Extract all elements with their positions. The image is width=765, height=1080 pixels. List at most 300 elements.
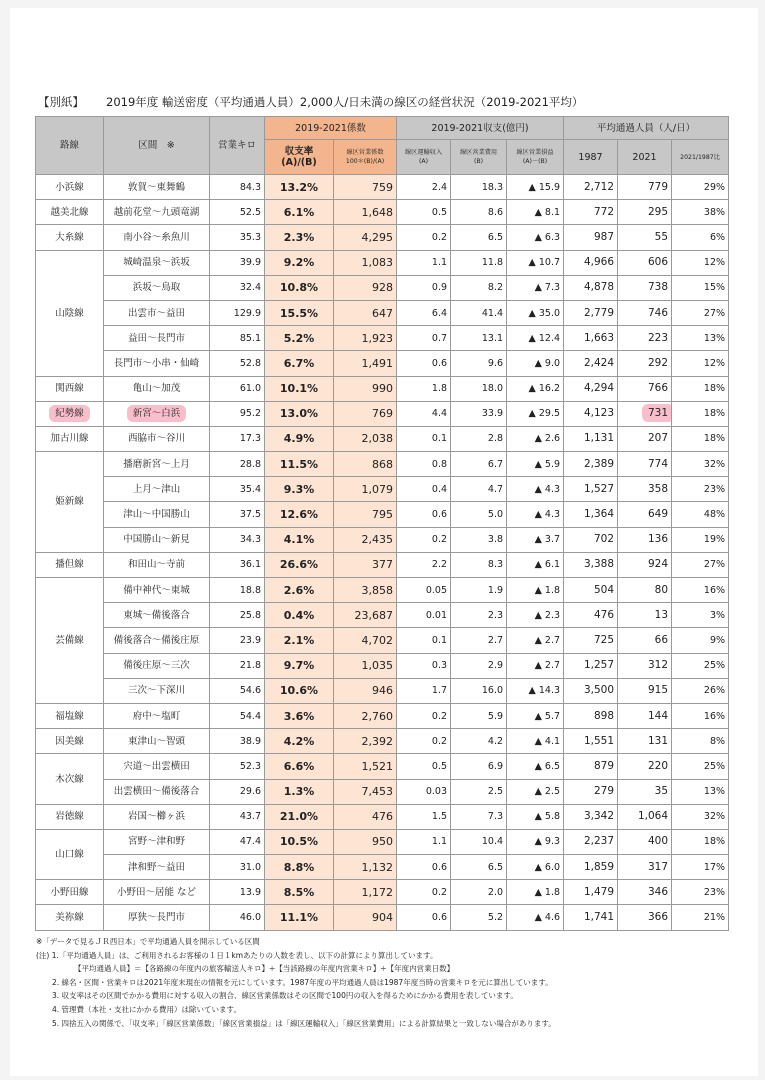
income-cell: 0.7 [397, 326, 451, 351]
operating-coef-cell: 868 [334, 452, 397, 477]
header-2021: 2021 [618, 140, 672, 175]
expense-cell: 6.5 [451, 225, 507, 250]
km-cell: 85.1 [210, 326, 265, 351]
header-section: 区間 ※ [104, 117, 210, 175]
income-cell: 1.8 [397, 376, 451, 401]
section-name: 上月～津山 [132, 483, 181, 495]
route-name: 福塩線 [55, 710, 84, 722]
header-km: 営業キロ [210, 117, 265, 175]
document-heading [38, 94, 583, 110]
income-cell: 0.2 [397, 729, 451, 754]
table-row [36, 376, 729, 401]
pass-2021-cell: 366 [618, 905, 672, 930]
pass-1987-cell: 1,551 [564, 729, 618, 754]
profit-cell: ▲ 9.0 [507, 351, 564, 376]
km-cell: 52.3 [210, 754, 265, 779]
income-cell: 4.4 [397, 401, 451, 426]
revenue-rate-cell: 10.1% [265, 376, 334, 401]
ratio-cell: 12% [672, 250, 729, 275]
operating-coef-cell: 1,083 [334, 250, 397, 275]
ratio-cell: 9% [672, 628, 729, 653]
table-row [36, 326, 729, 351]
section-name: 敦賀～東舞鶴 [127, 181, 185, 193]
km-cell: 46.0 [210, 905, 265, 930]
income-cell: 0.5 [397, 754, 451, 779]
pass-1987-cell: 772 [564, 200, 618, 225]
section-cell [104, 225, 210, 250]
section-name: 宮野～津和野 [127, 836, 185, 848]
route-cell [36, 729, 104, 754]
route-cell [36, 804, 104, 829]
table-row [36, 401, 729, 426]
revenue-rate-cell: 3.6% [265, 703, 334, 728]
table-row [36, 628, 729, 653]
table-row [36, 678, 729, 703]
operating-coef-cell: 4,295 [334, 225, 397, 250]
table-row [36, 477, 729, 502]
revenue-rate-cell: 6.6% [265, 754, 334, 779]
revenue-rate-cell: 9.2% [265, 250, 334, 275]
km-cell: 23.9 [210, 628, 265, 653]
ratio-cell: 18% [672, 376, 729, 401]
table-row [36, 653, 729, 678]
operating-coef-cell: 1,172 [334, 880, 397, 905]
pass-1987-cell: 1,479 [564, 880, 618, 905]
ratio-cell: 16% [672, 703, 729, 728]
operating-coef-cell: 904 [334, 905, 397, 930]
pass-1987-cell: 898 [564, 703, 618, 728]
income-cell: 0.6 [397, 855, 451, 880]
operating-coef-cell: 759 [334, 175, 397, 200]
income-cell: 0.05 [397, 578, 451, 603]
income-cell: 0.01 [397, 603, 451, 628]
route-cell [36, 376, 104, 401]
section-name: 西脇市～谷川 [127, 433, 185, 445]
section-cell [104, 502, 210, 527]
revenue-rate-cell: 6.7% [265, 351, 334, 376]
section-name: 新宮～白浜 [132, 408, 181, 420]
pass-2021-cell: 292 [618, 351, 672, 376]
ratio-cell: 15% [672, 275, 729, 300]
profit-cell: ▲ 2.3 [507, 603, 564, 628]
section-name: 越前花堂～九頭竜湖 [113, 206, 200, 218]
income-cell: 2.2 [397, 552, 451, 577]
expense-cell: 2.8 [451, 426, 507, 451]
table-row [36, 527, 729, 552]
route-cell [36, 829, 104, 879]
ratio-cell: 12% [672, 351, 729, 376]
pass-1987-cell: 1,131 [564, 426, 618, 451]
ratio-cell: 6% [672, 225, 729, 250]
section-cell [104, 477, 210, 502]
operating-coef-cell: 2,760 [334, 703, 397, 728]
pass-2021-cell [618, 401, 672, 426]
expense-cell: 2.3 [451, 603, 507, 628]
note-5: 5. 四捨五入の関係で、「収支率」「線区営業係数」「線区営業損益」は「線区運輸収入」「線区営業費用」による計算結果と一致しない場合があります。 [52, 1018, 556, 1028]
expense-cell: 8.3 [451, 552, 507, 577]
income-cell: 0.2 [397, 527, 451, 552]
pass-1987-cell: 504 [564, 578, 618, 603]
route-cell [36, 250, 104, 376]
operating-coef-cell: 2,435 [334, 527, 397, 552]
profit-cell: ▲ 15.9 [507, 175, 564, 200]
ratio-cell: 23% [672, 477, 729, 502]
ratio-cell: 8% [672, 729, 729, 754]
pass-2021-cell: 1,064 [618, 804, 672, 829]
profit-cell: ▲ 1.8 [507, 578, 564, 603]
profit-cell: ▲ 8.1 [507, 200, 564, 225]
km-cell: 38.9 [210, 729, 265, 754]
km-cell: 37.5 [210, 502, 265, 527]
section-cell [104, 552, 210, 577]
table-row [36, 905, 729, 930]
profit-cell: ▲ 7.3 [507, 275, 564, 300]
section-cell [104, 678, 210, 703]
route-name: 姫新線 [55, 496, 84, 508]
expense-cell: 2.7 [451, 628, 507, 653]
section-name: 城崎温泉～浜坂 [123, 257, 190, 269]
revenue-rate-cell: 6.1% [265, 200, 334, 225]
pass-2021-cell: 223 [618, 326, 672, 351]
section-name: 長門市～小串・仙崎 [113, 357, 200, 369]
section-name: 三次～下深川 [127, 685, 185, 697]
footnotes [36, 935, 736, 1030]
operating-coef-cell: 990 [334, 376, 397, 401]
pass-2021-cell: 136 [618, 527, 672, 552]
section-name: 出雲横田～備後落合 [113, 786, 200, 798]
income-cell: 0.6 [397, 351, 451, 376]
expense-cell: 18.3 [451, 175, 507, 200]
section-name: 厚狭～長門市 [127, 912, 185, 924]
section-name: 津山～中国勝山 [123, 509, 190, 521]
pass-2021-cell: 738 [618, 275, 672, 300]
route-name: 大糸線 [55, 231, 84, 243]
operating-coef-cell: 795 [334, 502, 397, 527]
expense-cell: 2.5 [451, 779, 507, 804]
pass-1987-cell: 702 [564, 527, 618, 552]
route-cell [36, 200, 104, 225]
revenue-rate-cell: 15.5% [265, 300, 334, 325]
pass-2021-cell: 400 [618, 829, 672, 854]
pass-2021-cell: 13 [618, 603, 672, 628]
section-name: 備後庄原～三次 [123, 660, 190, 672]
income-cell: 0.4 [397, 477, 451, 502]
table-row [36, 175, 729, 200]
ratio-cell: 27% [672, 300, 729, 325]
expense-cell: 4.2 [451, 729, 507, 754]
income-cell: 0.5 [397, 200, 451, 225]
document-title: 2019年度 輸送密度（平均通過人員）2,000人/日未満の線区の経営状況（2019-2021平均） [106, 95, 584, 109]
section-name: 府中～塩町 [132, 710, 181, 722]
expense-cell: 5.2 [451, 905, 507, 930]
section-name: 益田～長門市 [127, 332, 185, 344]
pass-2021-cell: 295 [618, 200, 672, 225]
pass-1987-cell: 2,712 [564, 175, 618, 200]
route-cell [36, 552, 104, 577]
revenue-rate-cell: 2.6% [265, 578, 334, 603]
section-name: 宍道～出雲横田 [123, 760, 190, 772]
section-name: 播磨新宮～上月 [123, 458, 190, 470]
header-route: 路線 [36, 117, 104, 175]
income-cell: 0.3 [397, 653, 451, 678]
profit-cell: ▲ 5.9 [507, 452, 564, 477]
section-name: 中国勝山～新見 [123, 534, 190, 546]
pass-1987-cell: 879 [564, 754, 618, 779]
pass-1987-cell: 1,663 [564, 326, 618, 351]
pass-1987-cell: 279 [564, 779, 618, 804]
income-cell: 0.1 [397, 628, 451, 653]
section-cell [104, 779, 210, 804]
revenue-rate-cell: 9.3% [265, 477, 334, 502]
ratio-cell: 17% [672, 855, 729, 880]
table-row [36, 426, 729, 451]
revenue-rate-cell: 26.6% [265, 552, 334, 577]
operating-coef-cell: 769 [334, 401, 397, 426]
operating-coef-cell: 2,038 [334, 426, 397, 451]
table-row [36, 603, 729, 628]
expense-cell: 8.2 [451, 275, 507, 300]
profit-cell: ▲ 2.7 [507, 653, 564, 678]
section-cell [104, 275, 210, 300]
expense-cell: 2.9 [451, 653, 507, 678]
income-cell: 1.5 [397, 804, 451, 829]
section-cell [104, 578, 210, 603]
expense-cell: 33.9 [451, 401, 507, 426]
pass-1987-cell: 3,500 [564, 678, 618, 703]
route-name: 加古川線 [50, 433, 89, 445]
operating-coef-cell: 2,392 [334, 729, 397, 754]
header-balance-group: 2019-2021収支(億円) [397, 117, 564, 140]
km-cell: 28.8 [210, 452, 265, 477]
pass-1987-cell: 476 [564, 603, 618, 628]
pass-2021-cell: 766 [618, 376, 672, 401]
table-row [36, 578, 729, 603]
pass-2021-cell: 358 [618, 477, 672, 502]
revenue-rate-cell: 4.9% [265, 426, 334, 451]
profit-cell: ▲ 5.7 [507, 703, 564, 728]
pass-2021-cell: 220 [618, 754, 672, 779]
ratio-cell: 25% [672, 653, 729, 678]
km-cell: 52.5 [210, 200, 265, 225]
note-1: (注) 1.「平均通過人員」は、ご利用されるお客様の１日１kmあたりの人数を表し、以下の計算により算出しています。 [36, 950, 438, 960]
pass-2021-cell: 66 [618, 628, 672, 653]
ratio-cell: 27% [672, 552, 729, 577]
route-cell [36, 426, 104, 451]
section-cell [104, 754, 210, 779]
table-body [36, 175, 729, 931]
km-cell: 43.7 [210, 804, 265, 829]
operating-coef-cell: 1,923 [334, 326, 397, 351]
route-cell [36, 401, 104, 426]
profit-cell: ▲ 4.6 [507, 905, 564, 930]
section-cell [104, 603, 210, 628]
profit-cell: ▲ 6.0 [507, 855, 564, 880]
pass-1987-cell: 2,237 [564, 829, 618, 854]
km-cell: 34.3 [210, 527, 265, 552]
section-name: 南小谷～糸魚川 [123, 231, 190, 243]
operating-coef-cell: 377 [334, 552, 397, 577]
ratio-cell: 13% [672, 326, 729, 351]
section-name: 東城～備後落合 [123, 609, 190, 621]
ratio-cell: 48% [672, 502, 729, 527]
ratio-cell: 26% [672, 678, 729, 703]
route-cell [36, 703, 104, 728]
income-cell: 0.6 [397, 502, 451, 527]
km-cell: 61.0 [210, 376, 265, 401]
ratio-cell: 16% [672, 578, 729, 603]
profit-cell: ▲ 3.7 [507, 527, 564, 552]
section-cell [104, 175, 210, 200]
section-cell [104, 200, 210, 225]
pass-2021-cell: 207 [618, 426, 672, 451]
income-cell: 0.6 [397, 905, 451, 930]
ratio-cell: 25% [672, 754, 729, 779]
header-expense: 線区営業費用 (B) [451, 140, 507, 175]
header-1987: 1987 [564, 140, 618, 175]
pass-2021-cell: 779 [618, 175, 672, 200]
revenue-rate-cell: 1.3% [265, 779, 334, 804]
route-name: 因美線 [55, 735, 84, 747]
profit-cell: ▲ 4.3 [507, 502, 564, 527]
pass-1987-cell: 987 [564, 225, 618, 250]
km-cell: 35.4 [210, 477, 265, 502]
pass-1987-cell: 725 [564, 628, 618, 653]
expense-cell: 5.0 [451, 502, 507, 527]
expense-cell: 4.7 [451, 477, 507, 502]
revenue-rate-cell: 2.1% [265, 628, 334, 653]
highlighted-value: 731 [647, 407, 669, 420]
operating-coef-cell: 23,687 [334, 603, 397, 628]
expense-cell: 6.5 [451, 855, 507, 880]
ratio-cell: 18% [672, 426, 729, 451]
pass-1987-cell: 2,424 [564, 351, 618, 376]
ratio-cell: 18% [672, 401, 729, 426]
section-cell [104, 300, 210, 325]
route-name: 山口線 [55, 849, 84, 861]
section-cell [104, 729, 210, 754]
profit-cell: ▲ 9.3 [507, 829, 564, 854]
table-row [36, 754, 729, 779]
header-ratio: 2021/1987比 [672, 140, 729, 175]
pass-1987-cell: 1,859 [564, 855, 618, 880]
table-row [36, 452, 729, 477]
profit-cell: ▲ 14.3 [507, 678, 564, 703]
expense-cell: 10.4 [451, 829, 507, 854]
revenue-rate-cell: 9.7% [265, 653, 334, 678]
expense-cell: 11.8 [451, 250, 507, 275]
profit-cell: ▲ 35.0 [507, 300, 564, 325]
header-income: 線区運輸収入 (A) [397, 140, 451, 175]
table-row [36, 502, 729, 527]
revenue-rate-cell: 10.6% [265, 678, 334, 703]
revenue-rate-cell: 8.5% [265, 880, 334, 905]
profit-cell: ▲ 2.7 [507, 628, 564, 653]
ratio-cell: 21% [672, 905, 729, 930]
km-cell: 35.3 [210, 225, 265, 250]
income-cell: 1.1 [397, 250, 451, 275]
operating-coef-cell: 1,521 [334, 754, 397, 779]
revenue-rate-cell: 11.5% [265, 452, 334, 477]
km-cell: 21.8 [210, 653, 265, 678]
note-4: 4. 管理費（本社・支社にかかる費用）は除いています。 [52, 1004, 241, 1014]
table-row [36, 703, 729, 728]
route-name: 木次線 [55, 773, 84, 785]
pass-1987-cell: 4,878 [564, 275, 618, 300]
ratio-cell: 32% [672, 804, 729, 829]
table-row [36, 779, 729, 804]
section-name: 東津山～智頭 [127, 735, 185, 747]
route-cell [36, 880, 104, 905]
expense-cell: 41.4 [451, 300, 507, 325]
table-row [36, 829, 729, 854]
profit-cell: ▲ 4.1 [507, 729, 564, 754]
section-cell [104, 855, 210, 880]
ratio-cell: 3% [672, 603, 729, 628]
route-name: 小浜線 [55, 181, 84, 193]
km-cell: 54.6 [210, 678, 265, 703]
expense-cell: 16.0 [451, 678, 507, 703]
table-row [36, 804, 729, 829]
ratio-cell: 18% [672, 829, 729, 854]
profit-cell: ▲ 4.3 [507, 477, 564, 502]
pass-2021-cell: 924 [618, 552, 672, 577]
pass-2021-cell: 649 [618, 502, 672, 527]
revenue-rate-cell: 11.1% [265, 905, 334, 930]
income-cell: 0.2 [397, 703, 451, 728]
section-cell [104, 452, 210, 477]
km-cell: 39.9 [210, 250, 265, 275]
section-name: 亀山～加茂 [132, 383, 181, 395]
operating-coef-cell: 4,702 [334, 628, 397, 653]
section-cell [104, 527, 210, 552]
pass-2021-cell: 346 [618, 880, 672, 905]
section-name: 和田山～寺前 [127, 559, 185, 571]
section-cell [104, 804, 210, 829]
note-star: ※「データで見るＪＲ西日本」で平均通過人員を開示している区間 [36, 937, 260, 946]
ratio-cell: 19% [672, 527, 729, 552]
route-name: 越美北線 [50, 206, 89, 218]
income-cell: 0.1 [397, 426, 451, 451]
km-cell: 47.4 [210, 829, 265, 854]
header-revenue-rate: 収支率 (A)/(B) [265, 140, 334, 175]
table-row [36, 200, 729, 225]
route-cell [36, 225, 104, 250]
pass-1987-cell: 1,257 [564, 653, 618, 678]
route-cell [36, 452, 104, 553]
section-cell [104, 653, 210, 678]
revenue-rate-cell: 12.6% [265, 502, 334, 527]
section-cell [104, 250, 210, 275]
expense-cell: 6.7 [451, 452, 507, 477]
route-cell [36, 175, 104, 200]
section-name: 浜坂～鳥取 [132, 282, 181, 294]
profit-cell: ▲ 2.6 [507, 426, 564, 451]
table-row [36, 552, 729, 577]
expense-cell: 6.9 [451, 754, 507, 779]
route-name: 小野田線 [50, 886, 89, 898]
section-cell [104, 326, 210, 351]
income-cell: 2.4 [397, 175, 451, 200]
pass-2021-cell: 35 [618, 779, 672, 804]
pass-1987-cell: 1,364 [564, 502, 618, 527]
income-cell: 0.9 [397, 275, 451, 300]
section-cell [104, 426, 210, 451]
section-cell [104, 401, 210, 426]
operating-coef-cell: 950 [334, 829, 397, 854]
km-cell: 13.9 [210, 880, 265, 905]
operating-coef-cell: 1,648 [334, 200, 397, 225]
operating-coef-cell: 476 [334, 804, 397, 829]
